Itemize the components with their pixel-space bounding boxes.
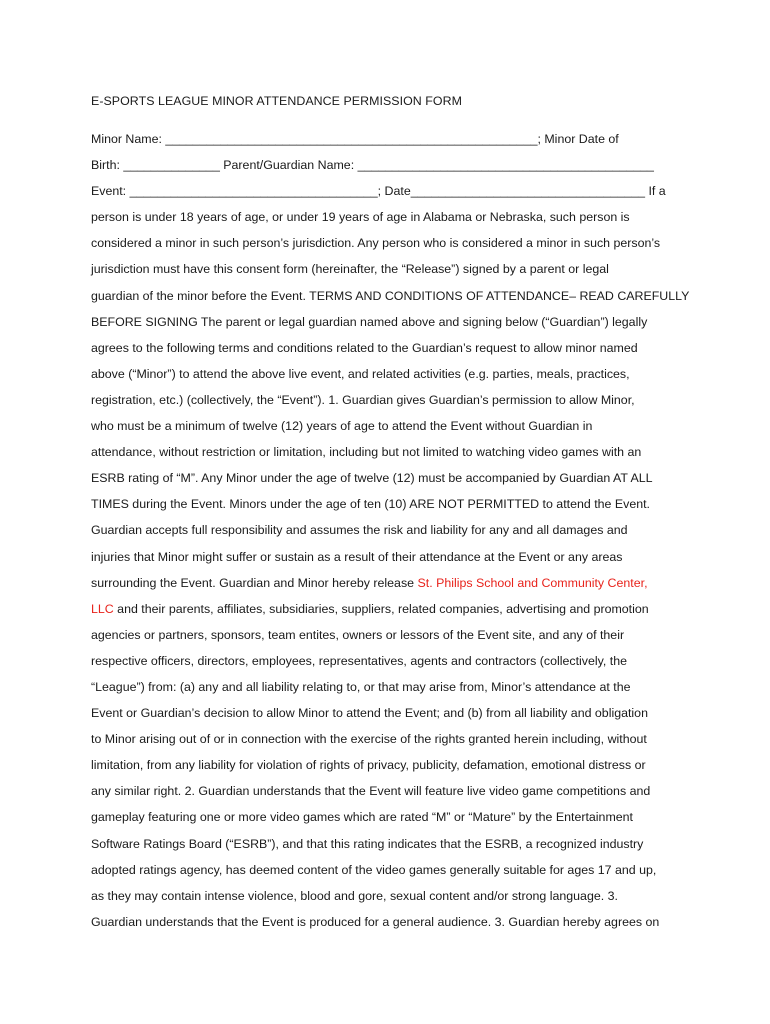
body-line: limitation, from any liability for violation of rights of privacy, publicity, defamation, emotional distress or	[91, 758, 646, 773]
releasee-name-highlight: St. Philips School and Community Center,	[417, 575, 648, 590]
body-line: Event or Guardian’s decision to allow Minor to attend the Event; and (b) from all liability and obligation	[91, 706, 648, 721]
body-line: agencies or partners, sponsors, team entites, owners or lessors of the Event site, and any of their	[91, 627, 625, 642]
body-line: Guardian understands that the Event is produced for a general audience. 3. Guardian hereby agrees on	[91, 914, 660, 929]
body-line-release	[91, 570, 691, 596]
release-suffix-text: and their parents, affiliates, subsidiaries, suppliers, related companies, advertising and promotion	[113, 601, 649, 616]
body-line: gameplay featuring one or more video games which are rated “M” or “Mature” by the Entertainment	[91, 810, 633, 825]
body-line: jurisdiction must have this consent form (hereinafter, the “Release”) signed by a parent or legal	[91, 262, 609, 277]
body-line: adopted ratings agency, has deemed content of the video games generally suitable for ages 17 and up,	[91, 862, 657, 877]
document-title: E-SPORTS LEAGUE MINOR ATTENDANCE PERMISSION FORM	[91, 94, 462, 108]
body-line: who must be a minimum of twelve (12) years of age to attend the Event without Guardian in	[91, 419, 593, 434]
body-line: Minor Name: ______________________________________________________; Minor Date of	[91, 132, 619, 146]
body-line: Software Ratings Board (“ESRB”), and that this rating indicates that the ESRB, a recognized industry	[91, 836, 644, 851]
releasee-llc-highlight: LLC	[91, 601, 114, 616]
body-line: Guardian accepts full responsibility and assumes the risk and liability for any and all damages and	[91, 523, 628, 538]
document-body	[91, 126, 691, 935]
release-prefix-text: surrounding the Event. Guardian and Minor hereby release	[91, 575, 418, 590]
body-line: “League”) from: (a) any and all liability relating to, or that may arise from, Minor’s attendance at the	[91, 679, 631, 694]
body-line: person is under 18 years of age, or under 19 years of age in Alabama or Nebraska, such person is	[91, 210, 630, 225]
body-line: agrees to the following terms and conditions related to the Guardian’s request to allow minor named	[91, 340, 638, 355]
body-line: to Minor arising out of or in connection with the exercise of the rights granted herein including, without	[91, 732, 647, 747]
body-line: any similar right. 2. Guardian understands that the Event will feature live video game competitions and	[91, 784, 651, 799]
body-line: TIMES during the Event. Minors under the age of ten (10) ARE NOT PERMITTED to attend the Event.	[91, 497, 650, 512]
body-line: Birth: ______________ Parent/Guardian Name: ___________________________________________	[91, 158, 654, 173]
body-line: injuries that Minor might suffer or sustain as a result of their attendance at the Event or any areas	[91, 549, 623, 564]
body-line: guardian of the minor before the Event. TERMS AND CONDITIONS OF ATTENDANCE– READ CAREFULLY	[91, 288, 690, 303]
body-line: considered a minor in such person’s jurisdiction. Any person who is considered a minor in such person’s	[91, 236, 661, 251]
body-line: Event: ____________________________________; Date__________________________________ If a	[91, 184, 666, 199]
body-line: attendance, without restriction or limitation, including but not limited to watching video games with an	[91, 445, 642, 460]
body-line: as they may contain intense violence, blood and gore, sexual content and/or strong language. 3.	[91, 888, 618, 903]
body-line: registration, etc.) (collectively, the “Event”). 1. Guardian gives Guardian’s permission to allow Minor,	[91, 392, 635, 407]
body-line: ESRB rating of “M”. Any Minor under the age of twelve (12) must be accompanied by Guardian AT ALL	[91, 471, 653, 486]
body-line: BEFORE SIGNING The parent or legal guardian named above and signing below (“Guardian”) legally	[91, 314, 648, 329]
body-line: respective officers, directors, employees, representatives, agents and contractors (collectively, the	[91, 653, 628, 668]
body-line: above (“Minor”) to attend the above live event, and related activities (e.g. parties, meals, practices,	[91, 366, 630, 381]
body-line-release-continued	[91, 596, 691, 622]
